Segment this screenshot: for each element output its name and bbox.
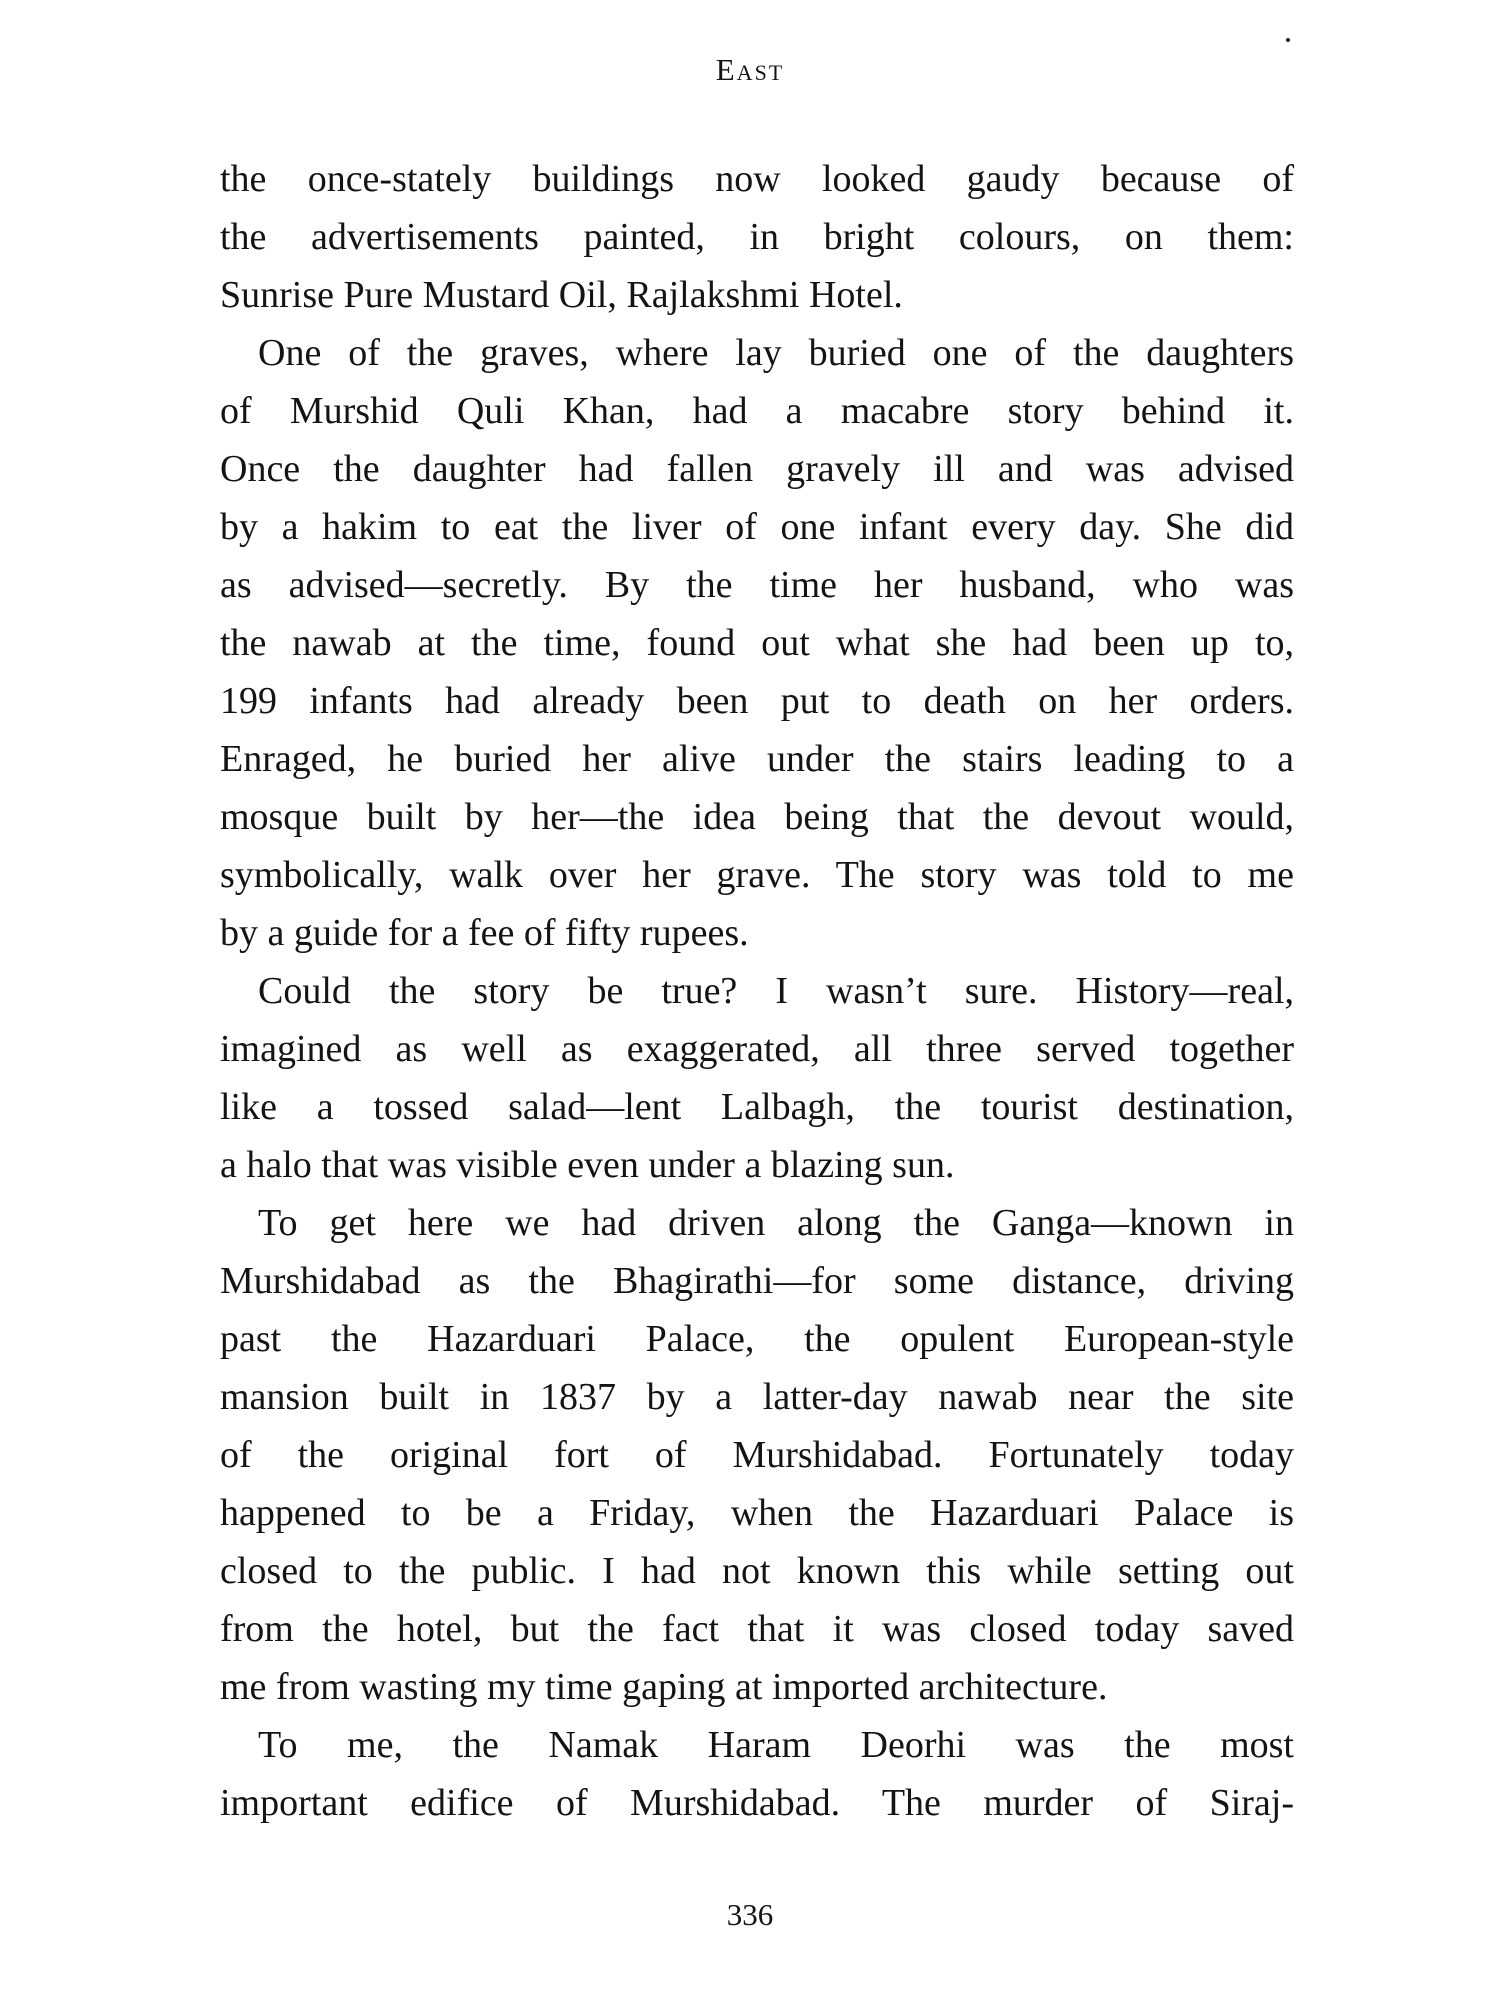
page-number: 336 bbox=[726, 1897, 774, 1932]
text-line: a halo that was visible even under a blazing sun. bbox=[220, 1144, 955, 1186]
paragraph-first-line: To me, the Namak Haram Deorhi was the most bbox=[258, 1724, 1294, 1766]
scan-speck bbox=[1286, 38, 1290, 42]
text-line: of the original fort of Murshidabad. Fortunately today bbox=[220, 1434, 1294, 1476]
text-line: mansion built in 1837 by a latter-day nawab near the site bbox=[220, 1376, 1294, 1418]
paragraph-first-line: To get here we had driven along the Ganga—known in bbox=[258, 1202, 1294, 1244]
text-line: the nawab at the time, found out what she had been up to, bbox=[220, 622, 1294, 664]
text-line: closed to the public. I had not known this while setting out bbox=[220, 1550, 1294, 1592]
text-line: Once the daughter had fallen gravely ill and was advised bbox=[220, 448, 1294, 490]
text-line: Murshidabad as the Bhagirathi—for some distance, driving bbox=[220, 1260, 1294, 1302]
text-line: mosque built by her—the idea being that the devout would, bbox=[220, 796, 1294, 838]
body-text bbox=[220, 150, 1294, 1832]
text-line: of Murshid Quli Khan, had a macabre story behind it. bbox=[220, 390, 1294, 432]
text-line: the advertisements painted, in bright colours, on them: bbox=[220, 216, 1294, 258]
text-line: as advised—secretly. By the time her husband, who was bbox=[220, 564, 1294, 606]
text-line: Sunrise Pure Mustard Oil, Rajlakshmi Hotel. bbox=[220, 274, 903, 316]
text-line: important edifice of Murshidabad. The murder of Siraj- bbox=[220, 1782, 1294, 1824]
text-line: symbolically, walk over her grave. The story was told to me bbox=[220, 854, 1294, 896]
paragraph-first-line: Could the story be true? I wasn’t sure. History—real, bbox=[258, 970, 1294, 1012]
text-line: from the hotel, but the fact that it was closed today saved bbox=[220, 1608, 1294, 1650]
text-line: by a hakim to eat the liver of one infant every day. She did bbox=[220, 506, 1294, 548]
text-line: by a guide for a fee of fifty rupees. bbox=[220, 912, 749, 954]
running-head: East bbox=[715, 52, 785, 87]
text-line: imagined as well as exaggerated, all three served together bbox=[220, 1028, 1294, 1070]
text-line: 199 infants had already been put to death on her orders. bbox=[220, 680, 1294, 722]
text-line: me from wasting my time gaping at imported architecture. bbox=[220, 1666, 1108, 1708]
text-line: the once-stately buildings now looked gaudy because of bbox=[220, 158, 1294, 200]
text-line: Enraged, he buried her alive under the stairs leading to a bbox=[220, 738, 1294, 780]
text-line: past the Hazarduari Palace, the opulent European-style bbox=[220, 1318, 1294, 1360]
text-line: like a tossed salad—lent Lalbagh, the tourist destination, bbox=[220, 1086, 1294, 1128]
paragraph-first-line: One of the graves, where lay buried one of the daughters bbox=[258, 332, 1294, 374]
text-line: happened to be a Friday, when the Hazarduari Palace is bbox=[220, 1492, 1294, 1534]
